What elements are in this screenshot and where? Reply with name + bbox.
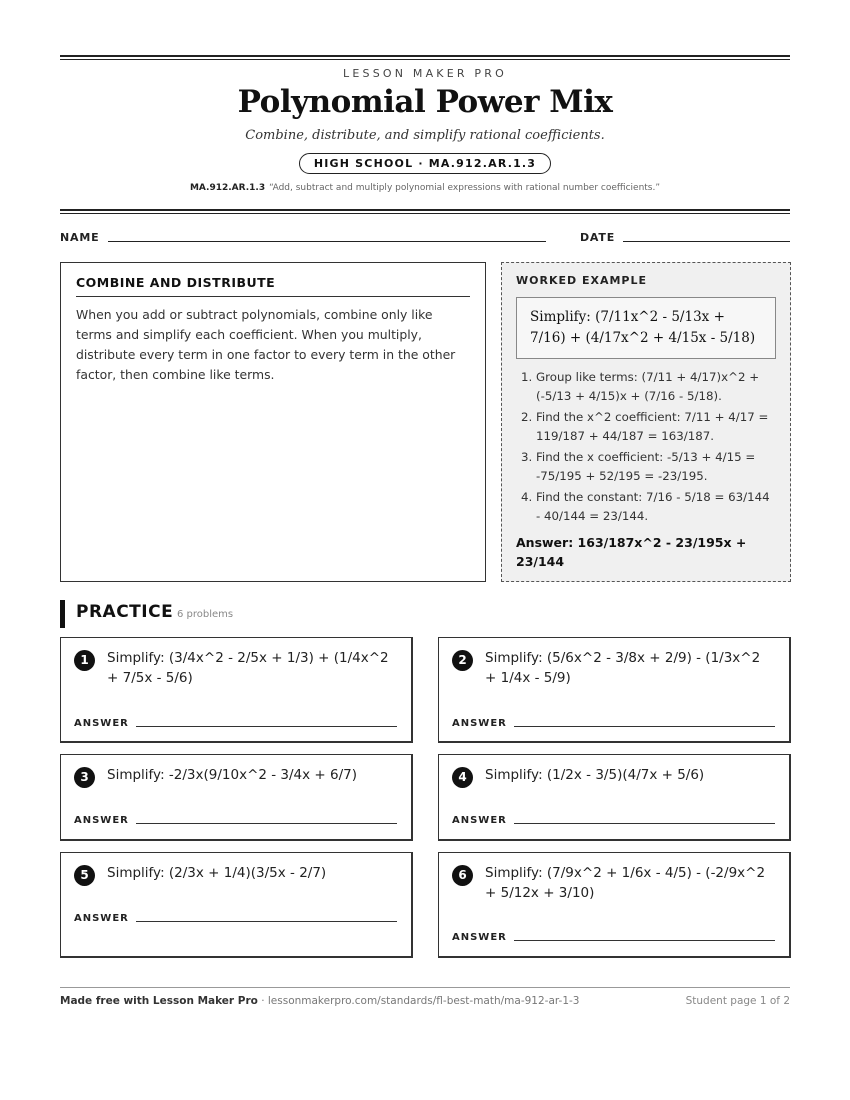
answer-label: ANSWER (452, 718, 507, 729)
worked-example-step: 4. Find the constant: 7/16 - 5/18 = 63/144 - 40/144 = 23/144. (536, 488, 776, 526)
date-field[interactable] (623, 241, 790, 242)
answer-field[interactable] (514, 726, 775, 727)
standard-text: “Add, subtract and multiply polynomial expressions with rational number coefficients.” (269, 183, 661, 193)
problem-text: Simplify: (7/9x^2 + 1/6x - 4/5) - (-2/9x^2 + 5/12x + 3/10) (485, 865, 766, 901)
answer-field[interactable] (514, 940, 775, 941)
footer-page-number: Student page 1 of 2 (685, 995, 790, 1007)
standard-description (60, 183, 790, 193)
answer-field[interactable] (136, 921, 397, 922)
worked-example-heading: WORKED EXAMPLE (516, 274, 647, 287)
problem-card-1 (60, 637, 413, 743)
problem-text: Simplify: (2/3x + 1/4)(3/5x - 2/7) (107, 865, 327, 881)
worked-example-steps (516, 368, 776, 526)
answer-label: ANSWER (74, 913, 129, 924)
answer-label: ANSWER (74, 815, 129, 826)
answer-field[interactable] (136, 726, 397, 727)
footer-made-with: Made free with Lesson Maker Pro (60, 995, 258, 1007)
standard-code: MA.912.AR.1.3 (189, 183, 266, 193)
name-label: NAME (60, 231, 100, 244)
problem-card-6 (438, 852, 791, 958)
answer-field[interactable] (514, 823, 775, 824)
problem-text: Simplify: -2/3x(9/10x^2 - 3/4x + 6/7) (107, 767, 358, 783)
problem-number-badge: 2 (452, 650, 473, 671)
problem-text: Simplify: (5/6x^2 - 3/8x + 2/9) - (1/3x^2 + 1/4x - 5/9) (485, 650, 761, 686)
worked-example-step: 2. Find the x^2 coefficient: 7/11 + 4/17 = 119/187 + 44/187 = 163/187. (536, 408, 776, 446)
worksheet-title: Polynomial Power Mix (237, 84, 613, 120)
concept-box (60, 262, 486, 582)
answer-label: ANSWER (74, 718, 129, 729)
problem-number-badge: 6 (452, 865, 473, 886)
problem-text: Simplify: (1/2x - 3/5)(4/7x + 5/6) (485, 767, 705, 783)
problem-number-badge: 3 (74, 767, 95, 788)
answer-label: ANSWER (452, 815, 507, 826)
level-badge: HIGH SCHOOL · MA.912.AR.1.3 (299, 153, 551, 174)
header-bottom-rule (60, 209, 790, 214)
worked-example-problem: Simplify: (7/11x^2 - 5/13x + 7/16) + (4/17x^2 + 4/15x - 5/18) (516, 297, 776, 359)
footer-credit (60, 995, 579, 1007)
problem-number-badge: 4 (452, 767, 473, 788)
concept-heading: COMBINE AND DISTRIBUTE (76, 275, 470, 297)
worked-example-box (501, 262, 791, 582)
answer-field[interactable] (136, 823, 397, 824)
problem-card-4 (438, 754, 791, 841)
problem-text: Simplify: (3/4x^2 - 2/5x + 1/3) + (1/4x^2 + 7/5x - 5/6) (107, 650, 389, 686)
brand-name: LESSON MAKER PRO (343, 67, 507, 80)
practice-heading: PRACTICE (76, 602, 174, 622)
worked-example-step: 1. Group like terms: (7/11 + 4/17)x^2 + (-5/13 + 4/15)x + (7/16 - 5/18). (536, 368, 776, 406)
date-label: DATE (580, 231, 616, 244)
worked-example-step: 3. Find the x coefficient: -5/13 + 4/15 = -75/195 + 52/195 = -23/195. (536, 448, 776, 486)
worked-example-answer: Answer: 163/187x^2 - 23/195x + 23/144 (516, 535, 747, 569)
concept-body: When you add or subtract polynomials, combine only like terms and simplify each coefficient. When you multiply, distribute every term in one factor to every term in the other factor, then combine like terms. (76, 307, 456, 382)
problem-number-badge: 1 (74, 650, 95, 671)
problem-card-5 (60, 852, 413, 958)
name-field[interactable] (108, 241, 546, 242)
practice-count: 6 problems (177, 609, 234, 620)
problem-number-badge: 5 (74, 865, 95, 886)
problem-card-2 (438, 637, 791, 743)
footer-rule (60, 987, 790, 988)
answer-label: ANSWER (452, 932, 507, 943)
footer-url[interactable]: · lessonmakerpro.com/standards/fl-best-math/ma-912-ar-1-3 (257, 995, 580, 1007)
header-top-rule (60, 55, 790, 60)
problem-card-3 (60, 754, 413, 841)
practice-accent-bar (60, 600, 65, 628)
worksheet-subtitle: Combine, distribute, and simplify rational coefficients. (245, 128, 605, 143)
